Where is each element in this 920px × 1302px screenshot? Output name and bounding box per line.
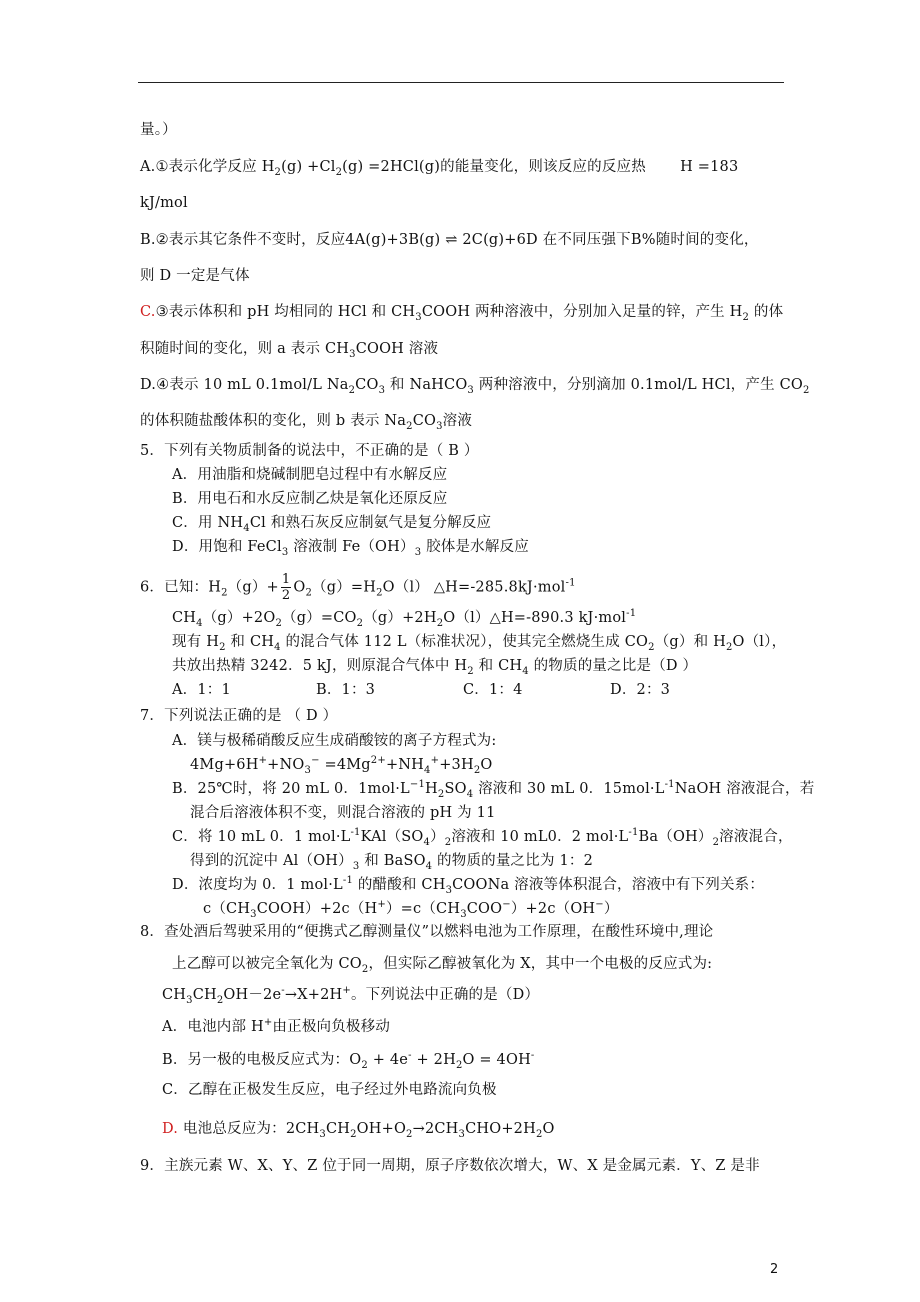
q4-option-c-line1: C.③表示体积和 pH 均相同的 HCl 和 $CH_3COOH$ 两种溶液中，分别加入足量的锌，产生 $H_2$ 的体	[140, 304, 784, 323]
q4-option-d-line1: D.④表示 10 mL 0.1mol/L $Na_2CO_3$ 和 NaHCO$_3$ 两种溶液中，分别滴加 0.1mol/L HCl，产生 $CO_2$	[140, 377, 810, 396]
q5-option-c: C．用 $NH_4Cl$ 和熟石灰反应制氨气是复分解反应	[172, 515, 492, 534]
fraction-one-half: $\frac{1}{2}$	[281, 572, 291, 603]
q8-option-c: C．乙醇在正极发生反应，电子经过外电路流向负极	[162, 1082, 497, 1098]
q4-option-a-line2: kJ/mol	[140, 195, 188, 211]
q8-option-d: D. 电池总反应为：$2CH_3CH_2OH+O_2\to 2CH_3CHO+2H_2O$	[162, 1121, 555, 1140]
q7-option-d-line1: D．浓度均为 0．1 $mol\cdot L^{-1}$ 的醋酸和 $CH_3COONa$ 溶液等体积混合，溶液中有下列关系：	[172, 875, 765, 896]
q7-option-a-line1: A．镁与极稀硝酸反应生成硝酸铵的离子方程式为:	[172, 733, 497, 749]
q7-option-c-line1: C．将 10 mL 0．1 $mol\cdot L^{-1}KAl(SO_4)_2$溶液和 10 mL0．2 $mol\cdot L^{-1}Ba(OH)_2$溶液混合，	[172, 827, 793, 848]
q7-option-c-line2: 得到的沉淀中 $Al(OH)_3$ 和 BaSO$_4$ 的物质的量之比为 1：2	[190, 853, 594, 872]
q4-option-d-line2: 的体积随盐酸体积的变化，则 b 表示 $Na_2CO_3$溶液	[140, 413, 473, 432]
q6-option-c: C．1：4	[463, 682, 523, 698]
header-rule	[138, 82, 784, 83]
q4-option-c-line2: 积随时间的变化，则 a 表示 $CH_3COOH$ 溶液	[140, 341, 439, 360]
q5-option-d: D．用饱和 FeCl$_3$ 溶液制 $Fe(OH)_3$ 胶体是水解反应	[172, 539, 529, 558]
q8-stem-line3: $CH_3CH_2OH-2e^-\to X+2H^+$。下列说法中正确的是（D）	[162, 985, 540, 1006]
q4-option-b-line2: 则 D 一定是气体	[140, 268, 250, 284]
q4-option-a-line1: A.①表示化学反应 $H_2(g) +Cl_2(g) =2HCl(g)$的能量变化，则该反应的反应热 H =183	[140, 159, 739, 178]
q6-question-line2: 共放出热精 3242．5 kJ，则原混合气体中 $H_2$ 和 $CH_4$ 的物质的量之比是（D ）	[172, 658, 698, 677]
q5-stem: 5．下列有关物质制备的说法中，不正确的是（ B ）	[140, 443, 479, 459]
q8-option-a: A．电池内部 H+由正极向负极移动	[162, 1017, 391, 1035]
q7-option-b-line2: 混合后溶液体积不变，则混合溶液的 pH 为 11	[190, 805, 496, 821]
q8-stem-line2: 上乙醇可以被完全氧化为 $CO_2$，但实际乙醇被氧化为 X，其中一个电极的反应式为:	[172, 956, 713, 975]
q7-option-a-equation: $4Mg+6H^++NO_3^- =4Mg^{2+}+NH_4^++3H_2O$	[190, 755, 493, 776]
q4-continuation: 量。）	[140, 122, 177, 138]
q5-option-b: B．用电石和水反应制乙炔是氧化还原反应	[172, 491, 448, 507]
q6-option-d: D．2：3	[610, 682, 671, 698]
q6-given-line1: 6．已知：$H_2(g)+$ $\frac{1}{2}$ $O_2(g)=H_2O(l)$ △H=-285.8kJ·mol$^{-1}$	[140, 572, 576, 603]
answer-mark-c: C.	[140, 304, 156, 320]
q6-option-a: A．1：1	[172, 682, 231, 698]
q7-option-b-line1: B．25℃时，将 20 mL 0．$1mol\cdot L^{-1}H_2SO_4$ 溶液和 30 mL 0．$15mol\cdot L^{-1}NaOH$ 溶液混合，若	[172, 779, 815, 800]
q6-question-line1: 现有 $H_2$ 和 $CH_4$ 的混合气体 112 L（标准状况），使其完全燃烧生成 $CO_2(g)$和 $H_2O(l)$，	[172, 634, 787, 653]
q7-stem: 7．下列说法正确的是 （ D ）	[140, 708, 338, 724]
q6-option-b: B．1：3	[316, 682, 376, 698]
q5-option-a: A．用油脂和烧碱制肥皂过程中有水解反应	[172, 467, 448, 483]
page-number: 2	[770, 1262, 779, 1277]
q8-option-b: B．另一极的电极反应式为：$O_2 + 4e^- + 2H_2O = 4OH^-$	[162, 1050, 535, 1071]
q8-stem-line1: 8．查处酒后驾驶采用的“便携式乙醇测量仪”以燃料电池为工作原理，在酸性环境中,理论	[140, 924, 714, 940]
q7-option-d-relation: $c(CH_3COOH)+2c(H^+)=c(CH_3COO^-)+2c(OH^-)$	[203, 899, 619, 920]
answer-mark-d: D.	[162, 1121, 179, 1137]
q6-given-line2: $CH_4(g)+2O_2(g)=CO_2(g)+2H_2O(l)\triangle H=-890.3$ kJ·mol$^{-1}$	[172, 608, 637, 629]
q4-option-b-line1: B.②表示其它条件不变时，反应4A(g)+3B(g) ⇌ 2C(g)+6D 在不同压强下B%随时间的变化，	[140, 232, 759, 248]
q9-stem-line1: 9．主族元素 W、X、Y、Z 位于同一周期，原子序数依次增大，W、X 是金属元素．Y、Z 是非	[140, 1158, 760, 1174]
